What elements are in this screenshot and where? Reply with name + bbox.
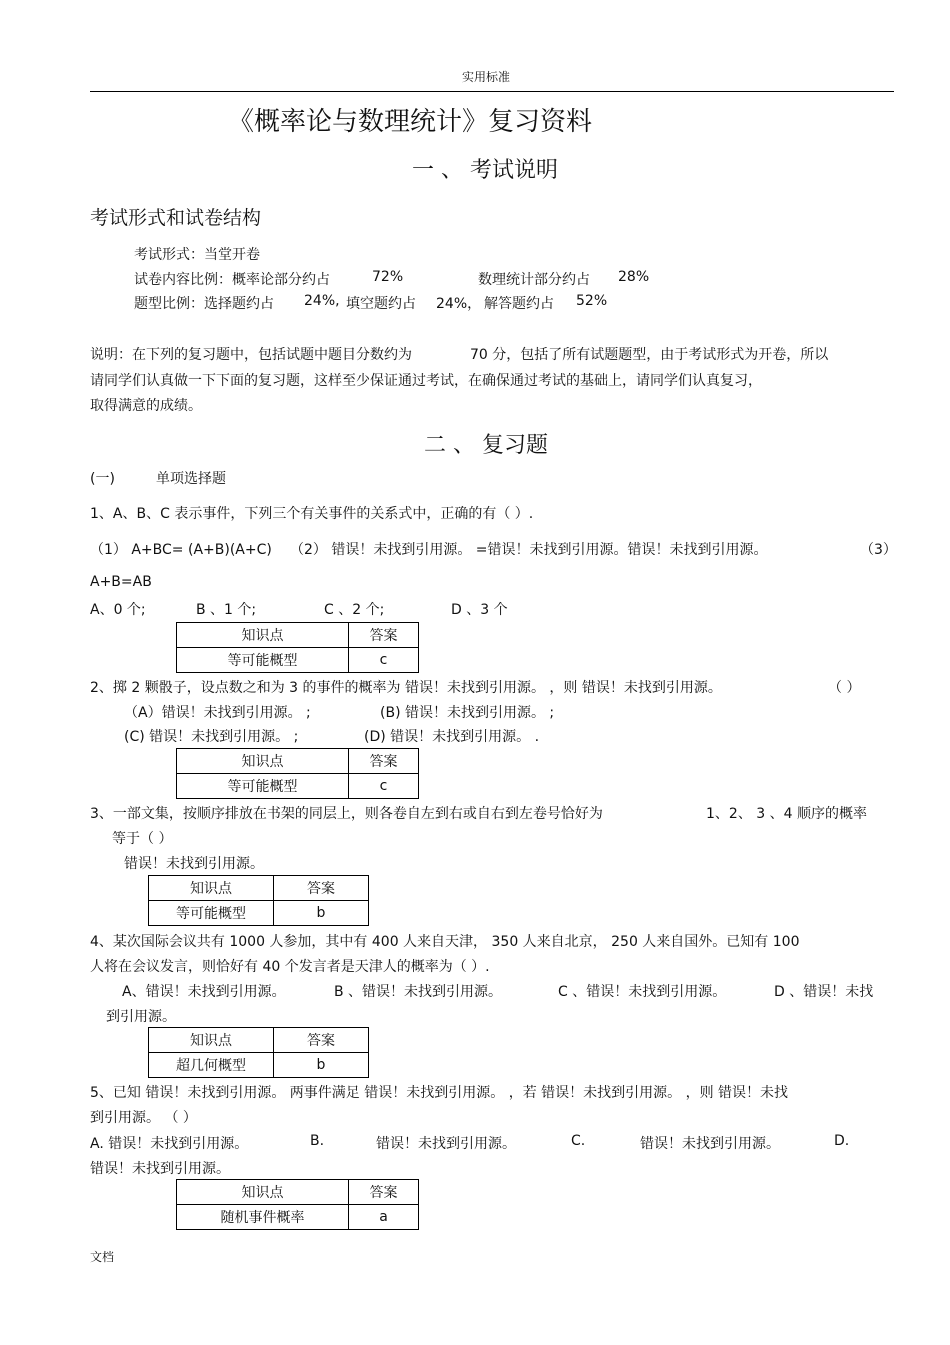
part-number: (一) xyxy=(90,471,115,487)
note-line-1a: 说明：在下列的复习题中，包括试题中题目分数约为 xyxy=(90,347,412,363)
q2-stem: 2、掷 2 颗骰子，设点数之和为 3 的事件的概率为 错误！未找到引用源。 ，则 错误！未找到引用源。 xyxy=(90,680,722,696)
knowledge-point: 等可能概型 xyxy=(177,648,349,673)
q5-choice-d: D. xyxy=(834,1133,850,1149)
table-header-row xyxy=(177,1180,419,1205)
knowledge-point: 随机事件概率 xyxy=(177,1205,349,1230)
table-header-row xyxy=(177,623,419,648)
q1-option-2: （2） 错误！未找到引用源。 =错误！未找到引用源。错误！未找到引用源。 xyxy=(290,542,768,558)
type-ratio-choice: 24%, xyxy=(304,293,340,309)
q1-stem: 1、A、B、C 表示事件，下列三个有关事件的关系式中，正确的有（ ）. xyxy=(90,506,534,522)
q4-choice-c: C 、错误！未找到引用源。 xyxy=(558,984,727,1000)
page-footer: 文档 xyxy=(90,1250,115,1264)
type-ratio-fill-label: 填空题约占 xyxy=(346,296,416,312)
table-header-row xyxy=(149,876,369,901)
q5-line-2: 到引用源。 （ ） xyxy=(90,1110,197,1126)
answer-value: b xyxy=(274,1053,369,1078)
table-row xyxy=(149,901,369,926)
q2-choice-b: (B) 错误！未找到引用源。 ; xyxy=(380,705,555,721)
part-title: 单项选择题 xyxy=(156,471,226,487)
q1-choice-c: C 、2 个; xyxy=(324,602,385,618)
table-header-knowledge: 知识点 xyxy=(149,876,274,901)
q5-choice-c: C. xyxy=(571,1133,586,1149)
content-ratio-prob: 72% xyxy=(372,269,404,285)
q1-choice-a: A、0 个; xyxy=(90,602,146,618)
table-header-answer: 答案 xyxy=(274,876,369,901)
document-title: 《概率论与数理统计》复习资料 xyxy=(228,107,593,137)
answer-value: b xyxy=(274,901,369,926)
q1-option-1: （1） A+BC= (A+B)(A+C) xyxy=(90,542,272,558)
content-ratio-stat-label: 数理统计部分约占 xyxy=(478,272,590,288)
table-header-answer: 答案 xyxy=(349,623,419,648)
table-header-knowledge: 知识点 xyxy=(177,749,349,774)
q4-choice-d: D 、错误！未找 xyxy=(774,984,874,1000)
q1-option-3: A+B=AB xyxy=(90,574,152,590)
content-ratio-stat: 28% xyxy=(618,269,650,285)
q4-line-1: 4、某次国际会议共有 1000 人参加，其中有 400 人来自天津， 350 人来自北京， 250 人来自国外。已知有 100 xyxy=(90,934,800,950)
answer-value: c xyxy=(349,648,419,673)
section-heading-review: 二 、 复习题 xyxy=(424,433,548,458)
type-ratio-label: 题型比例：选择题约占 xyxy=(134,296,274,312)
q2-answer-table xyxy=(176,748,419,799)
q1-choice-b: B 、1 个; xyxy=(196,602,257,618)
note-line-3: 取得满意的成绩。 xyxy=(90,398,202,414)
q4-line-2: 人将在会议发言，则恰好有 40 个发言者是天津人的概率为（ ）. xyxy=(90,959,490,975)
q4-choice-a: A、错误！未找到引用源。 xyxy=(122,984,286,1000)
q1-choice-d: D 、3 个 xyxy=(451,602,508,618)
q5-line-4: 错误！未找到引用源。 xyxy=(90,1161,230,1177)
note-line-1b: 70 分，包括了所有试题题型，由于考试形式为开卷，所以 xyxy=(470,347,829,363)
q2-paren: （ ） xyxy=(828,680,861,696)
type-ratio-answer: 52% xyxy=(576,293,608,309)
table-row xyxy=(149,1053,369,1078)
q2-choice-d: (D) 错误！未找到引用源。 . xyxy=(364,729,540,745)
q3-stem: 3、一部文集，按顺序排放在书架的同层上，则各卷自左到右或自右到左卷号恰好为 xyxy=(90,806,603,822)
knowledge-point: 超几何概型 xyxy=(149,1053,274,1078)
q3-stem-b: 1、2、 3 、4 顺序的概率 xyxy=(706,806,867,822)
type-ratio-answer-label: 解答题约占 xyxy=(484,296,554,312)
table-header-knowledge: 知识点 xyxy=(149,1028,274,1053)
q4-answer-table xyxy=(148,1027,369,1078)
q1-option-3-num: （3） xyxy=(860,542,897,558)
content-ratio-label: 试卷内容比例：概率论部分约占 xyxy=(134,272,330,288)
table-header-knowledge: 知识点 xyxy=(177,623,349,648)
table-header-answer: 答案 xyxy=(349,1180,419,1205)
q5-answer-table xyxy=(176,1179,419,1230)
answer-value: c xyxy=(349,774,419,799)
q1-answer-table xyxy=(176,622,419,673)
q5-line-1: 5、已知 错误！未找到引用源。 两事件满足 错误！未找到引用源。 ，若 错误！未找到引用源。 ，则 错误！未找 xyxy=(90,1085,789,1101)
table-row xyxy=(177,1205,419,1230)
q3-answer-table xyxy=(148,875,369,926)
exam-form-line: 考试形式：当堂开卷 xyxy=(134,247,260,263)
q5-choice-b: B. xyxy=(310,1133,325,1149)
knowledge-point: 等可能概型 xyxy=(177,774,349,799)
table-header-row xyxy=(149,1028,369,1053)
header-divider xyxy=(90,91,894,92)
q5-choice-c-text: 错误！未找到引用源。 xyxy=(640,1136,780,1152)
q2-choice-a: （A）错误！未找到引用源。 ; xyxy=(124,705,311,721)
note-line-2: 请同学们认真做一下下面的复习题，这样至少保证通过考试，在确保通过考试的基础上，请同学们认真复习， xyxy=(90,373,762,389)
q5-choice-a: A. 错误！未找到引用源。 xyxy=(90,1136,249,1152)
table-row xyxy=(177,648,419,673)
table-header-answer: 答案 xyxy=(349,749,419,774)
q4-choice-b: B 、错误！未找到引用源。 xyxy=(334,984,503,1000)
answer-value: a xyxy=(349,1205,419,1230)
table-header-answer: 答案 xyxy=(274,1028,369,1053)
table-row xyxy=(177,774,419,799)
table-header-knowledge: 知识点 xyxy=(177,1180,349,1205)
q2-choice-c: (C) 错误！未找到引用源。 ; xyxy=(124,729,299,745)
q4-line-4: 到引用源。 xyxy=(106,1009,176,1025)
page-header: 实用标准 xyxy=(462,70,511,84)
q3-line-2: 等于（ ） xyxy=(112,831,173,847)
q5-choice-b-text: 错误！未找到引用源。 xyxy=(376,1136,516,1152)
table-header-row xyxy=(177,749,419,774)
type-ratio-fill: 24%， xyxy=(436,296,482,312)
section-heading-exam-info: 一 、 考试说明 xyxy=(412,158,558,183)
knowledge-point: 等可能概型 xyxy=(149,901,274,926)
q3-line-3: 错误！未找到引用源。 xyxy=(124,856,264,872)
subheading-exam-structure: 考试形式和试卷结构 xyxy=(90,207,262,229)
